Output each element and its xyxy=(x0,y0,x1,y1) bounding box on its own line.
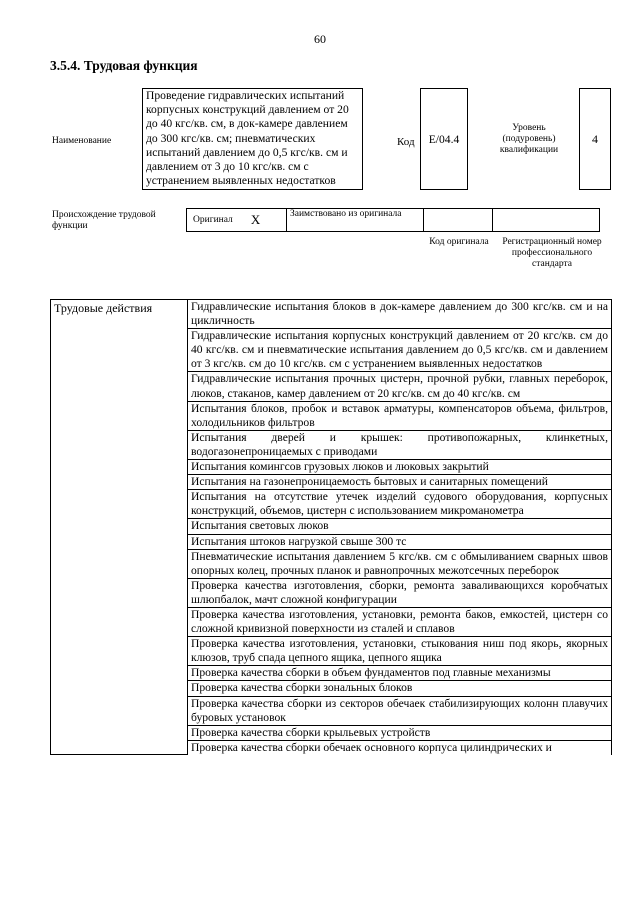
labor-action-item: Проверка качества сборки в объем фундаментов под главные механизмы xyxy=(188,666,612,681)
labor-action-item: Гидравлические испытания корпусных конструкций давлением от 20 кгс/кв. см до 40 кгс/кв. см и пневматические испытания давлением до 0,5 кгс/кв. см и давлением от 3 кгс/кв. см до 10 кгс/кв. см с устранением выявленных недостатков xyxy=(188,329,612,372)
code-original-cell xyxy=(423,208,493,232)
labor-action-item: Проверка качества изготовления, установки, ремонта баков, емкостей, цистерн со сложной кривизной поверхности из сталей и сплавов xyxy=(188,607,612,636)
labor-action-item: Гидравлические испытания блоков в док-камере давлением до 300 кгс/кв. см и на цикличность xyxy=(188,300,612,329)
reg-number-label: Регистрационный номер профессионального стандарта xyxy=(502,237,602,269)
labor-action-item: Испытания на отсутствие утечек изделий судового оборудования, корпусных конструкций, объемов, цистерн с использованием микроманометра xyxy=(188,490,612,519)
labor-action-item: Гидравлические испытания прочных цистерн, прочной рубки, главных переборок, люков, стаканов, камер давлением от 20 кгс/кв. см до 40 кгс/кв. см xyxy=(188,372,612,401)
labor-action-item: Испытания комингсов грузовых люков и люковых закрытий xyxy=(188,460,612,475)
labor-action-item: Пневматические испытания давлением 5 кгс/кв. см с обмыливанием сварных швов опорных колец, прочных планок и равнопрочных межотсечных переборок xyxy=(188,549,612,578)
qualification-level-label: Уровень (подуровень) квалификации xyxy=(499,123,559,155)
origin-original-cell xyxy=(186,208,287,232)
reg-number-cell xyxy=(492,208,600,232)
qualification-level-value: 4 xyxy=(579,88,611,190)
code-original-label: Код оригинала xyxy=(429,237,489,247)
labor-actions-body xyxy=(51,300,612,755)
origin-table xyxy=(187,208,600,232)
labor-action-item: Проверка качества сборки крыльевых устройств xyxy=(188,725,612,740)
labor-action-item: Испытания дверей и крышек: противопожарных, клинкетных, водогазонепроницаемых с приводами xyxy=(188,430,612,459)
code-value: E/04.4 xyxy=(420,88,468,190)
labor-actions-table xyxy=(50,299,612,755)
labor-action-item: Испытания штоков нагрузкой свыше 300 тс xyxy=(188,534,612,549)
original-mark: X xyxy=(250,212,261,227)
origin-label: Происхождение трудовой функции xyxy=(52,210,156,231)
section-title: 3.5.4. Трудовая функция xyxy=(50,58,198,73)
table-row xyxy=(51,300,612,329)
borrowed-label: Заимствовано из оригинала xyxy=(286,208,424,232)
labor-action-item: Испытания на газонепроницаемость бытовых и санитарных помещений xyxy=(188,475,612,490)
original-label: Оригинал xyxy=(193,215,233,225)
labor-action-item: Испытания блоков, пробок и вставок арматуры, компенсаторов объема, фильтров, холодильников фильтров xyxy=(188,401,612,430)
labor-action-item: Проверка качества изготовления, сборки, ремонта заваливающихся коробчатых шлюпбалок, мачт сложной конфигурации xyxy=(188,578,612,607)
code-label: Код xyxy=(397,136,415,148)
function-name-value: Проведение гидравлических испытаний корпусных конструкций давлением от 20 до 40 кгс/кв. см, в док-камере давлением до 300 кгс/кв. см; пневматических испытаний давлением до 0,5 кгс/кв. см и давлением от 3 до 10 кгс/кв. см с устранением выявленных недостатков xyxy=(142,88,363,190)
labor-action-item: Проверка качества изготовления, установки, стыкования ниш под якорь, якорных клюзов, труб спада цепного ящика, цепного ящика xyxy=(188,637,612,666)
labor-action-item: Испытания световых люков xyxy=(188,519,612,534)
labor-action-item: Проверка качества сборки из секторов обечаек стабилизирующих колонн плавучих буровых установок xyxy=(188,696,612,725)
labor-action-item: Проверка качества сборки обечаек основного корпуса цилиндрических и xyxy=(188,740,612,755)
name-label: Наименование xyxy=(52,136,112,146)
labor-actions-header: Трудовые действия xyxy=(51,300,188,755)
labor-action-item: Проверка качества сборки зональных блоков xyxy=(188,681,612,696)
page-number: 60 xyxy=(314,32,326,46)
